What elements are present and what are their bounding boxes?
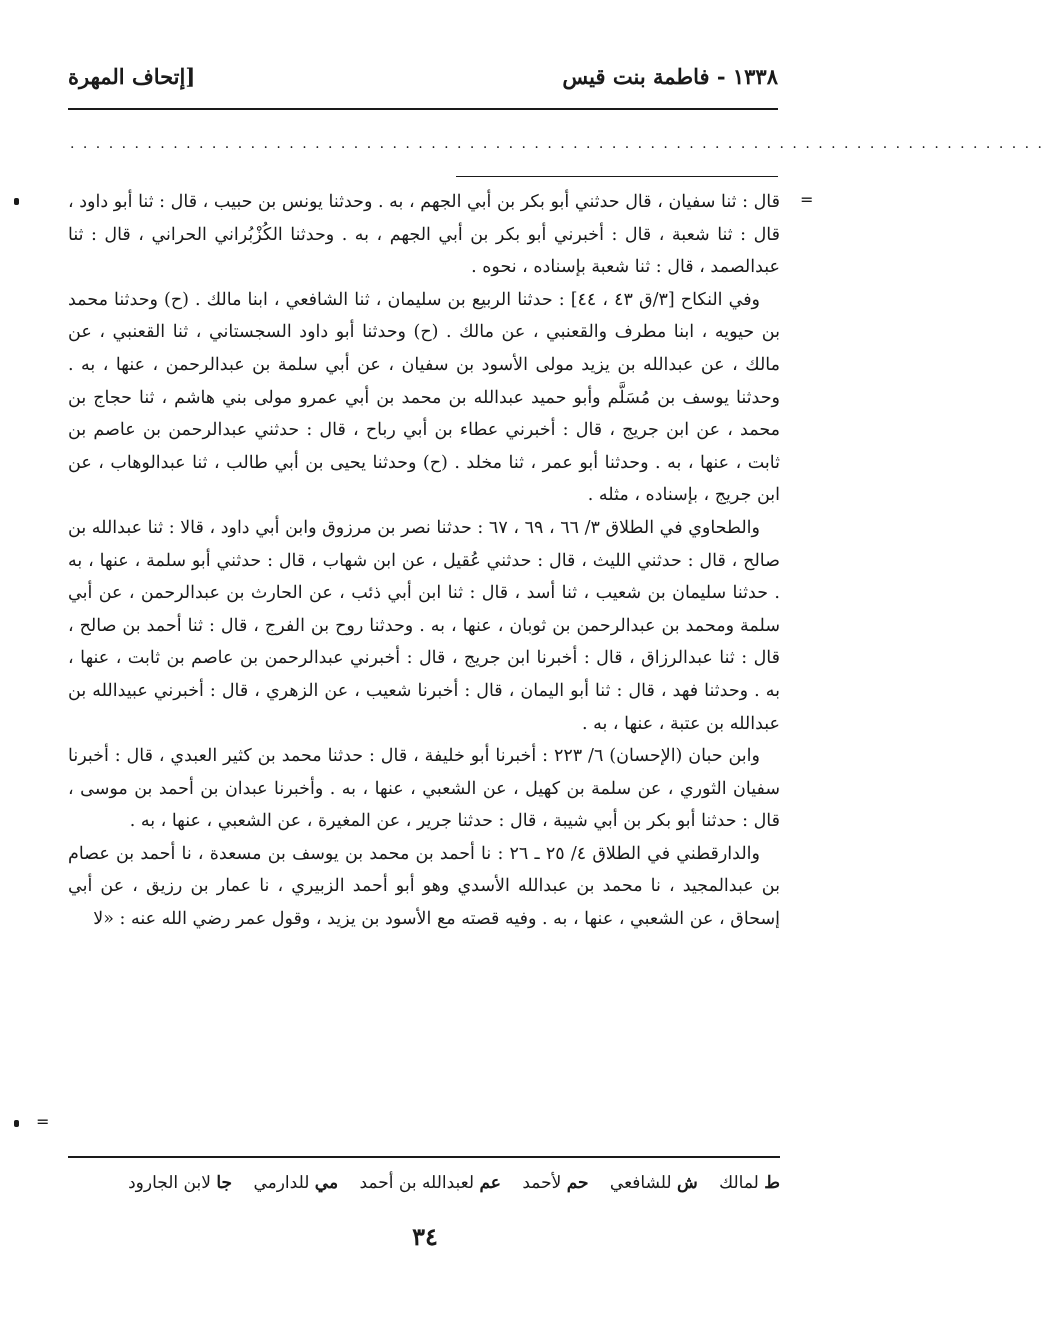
abbreviation-item: مي للدارمي xyxy=(253,1173,339,1193)
short-rule xyxy=(456,176,778,177)
margin-dot-bottom xyxy=(14,1120,19,1127)
running-head xyxy=(68,58,778,94)
header-rule xyxy=(68,108,778,110)
body-text xyxy=(68,186,780,936)
abbreviation-key xyxy=(68,1166,780,1200)
paragraph-1: قال : ثنا سفيان ، قال حدثني أبو بكر بن أبي الجهم ، به . وحدثنا يونس بن حبيب ، قال : ثنا أبو داود ، قال : ثنا شعبة ، قال : أخبرني أبو بكر بن أبي الجهم ، به . وحدثنا الكُزْبُراني الحراني ، قال : ثنا عبدالصمد ، قال : ثنا شعبة بإسناده ، نحوه . xyxy=(68,192,780,278)
margin-dot-top xyxy=(14,198,19,205)
paragraph-3: والطحاوي في الطلاق ٣/ ٦٦ ، ٦٩ ، ٦٧ : حدثنا نصر بن مرزوق وابن أبي داود ، قالا : ثنا عبدالله بن صالح ، قال : حدثني الليث ، قال : حدثني عُقيل ، عن ابن شهاب ، قال : حدثني أبو سلمة ، عنها ، به . حدثنا سليمان بن شعيب ، ثنا أسد ، قال : ثنا ابن أبي ذئب ، عن الحارث بن عبدالرحمن ، عن أبي سلمة ومحمد بن عبدالرحمن بن ثوبان ، عنها ، به . وحدثنا روح بن الفرج ، قال : ثنا أحمد بن صالح ، قال : ثنا عبدالرزاق ، قال : أخبرنا ابن جريج ، قال : أخبرني عبدالرحمن بن عاصم بن ثابت ، عنها ، به . وحدثنا فهد ، قال : ثنا أبو اليمان ، قال : أخبرنا شعيب ، عن الزهري ، قال : أخبرني عبيدالله بن عبدالله بن عتبة ، عنها ، به . xyxy=(68,517,780,734)
paragraph-2: وفي النكاح [٣/ق ٤٣ ، ٤٤] : حدثنا الربيع بن سليمان ، ثنا الشافعي ، ابنا مالك . (ح) وحدثنا محمد بن حيويه ، ابنا مطرف والقعنبي ، عن مالك . (ح) وحدثنا أبو داود السجستاني ، ثنا القعنبي ، عن مالك ، عن عبدالله بن يزيد مولى الأسود بن سفيان ، عن أبي سلمة بن عبدالرحمن ، عنها ، به . وحدثنا يوسف بن مُسَلَّم وأبو حميد عبدالله بن محمد بن أبي عمرو مولى بني هاشم ، ثنا حجاج بن محمد ، عن ابن جريج ، قال : أخبرني عطاء بن أبي رباح ، قال : حدثني عبدالرحمن بن عاصم بن ثابت ، عنها ، به . وحدثنا أبو عمر ، ثنا مخلد . (ح) وحدثنا يحيى بن أبي طالب ، ثنا عبدالوهاب ، عن ابن جريج ، بإسناده ، مثله . xyxy=(68,289,780,506)
abbreviation-item: حم لأحمد xyxy=(522,1173,589,1193)
margin-equals-bottom: = xyxy=(36,1112,50,1131)
book-title: [إتحاف المهرة xyxy=(68,63,196,89)
abbreviation-item: ط لمالك xyxy=(719,1173,780,1193)
section-title: ١٣٣٨ - فاطمة بنت قيس xyxy=(562,63,778,89)
abbreviation-item: جا لابن الجارود xyxy=(128,1173,233,1193)
abbreviation-item: عم لعبدالله بن أحمد xyxy=(359,1173,501,1193)
paragraph-5: والدارقطني في الطلاق ٤/ ٢٥ ـ ٢٦ : نا أحمد بن محمد بن يوسف بن مسعدة ، نا أحمد بن عصام بن عبدالمجيد ، نا محمد بن عبدالله الأسدي وهو أبو أحمد الزبيري ، نا عمار بن رزيق ، عن أبي إسحاق ، عن الشعبي ، عنها ، به . وفيه قصته مع الأسود بن يزيد ، وقول عمر رضي الله عنه : «لا xyxy=(68,843,780,930)
footer-rule xyxy=(68,1156,780,1158)
separator-dots: . . . . . . . . . . . . . . . . . . . . . . . . . . . . . . . . . . . . . . . . . . . . . . . . . . . . . . . . . . . . . . . . . . . . . . . . . . . . xyxy=(70,136,1044,152)
abbreviation-item: ش للشافعي xyxy=(609,1173,698,1193)
page-number: ٣٤ xyxy=(412,1222,438,1251)
margin-equals-top: = xyxy=(800,190,814,209)
paragraph-4: وابن حبان (الإحسان) ٦/ ٢٢٣ : أخبرنا أبو خليفة ، قال : حدثنا محمد بن كثير العبدي ، قال : أخبرنا سفيان الثوري ، عن سلمة بن كهيل ، عن الشعبي ، عنها ، به . وأخبرنا عبدان بن أحمد بن موسى ، قال : حدثنا أبو بكر بن أبي شيبة ، قال : حدثنا جرير ، عن المغيرة ، عن الشعبي ، عنها ، به . xyxy=(68,746,780,832)
